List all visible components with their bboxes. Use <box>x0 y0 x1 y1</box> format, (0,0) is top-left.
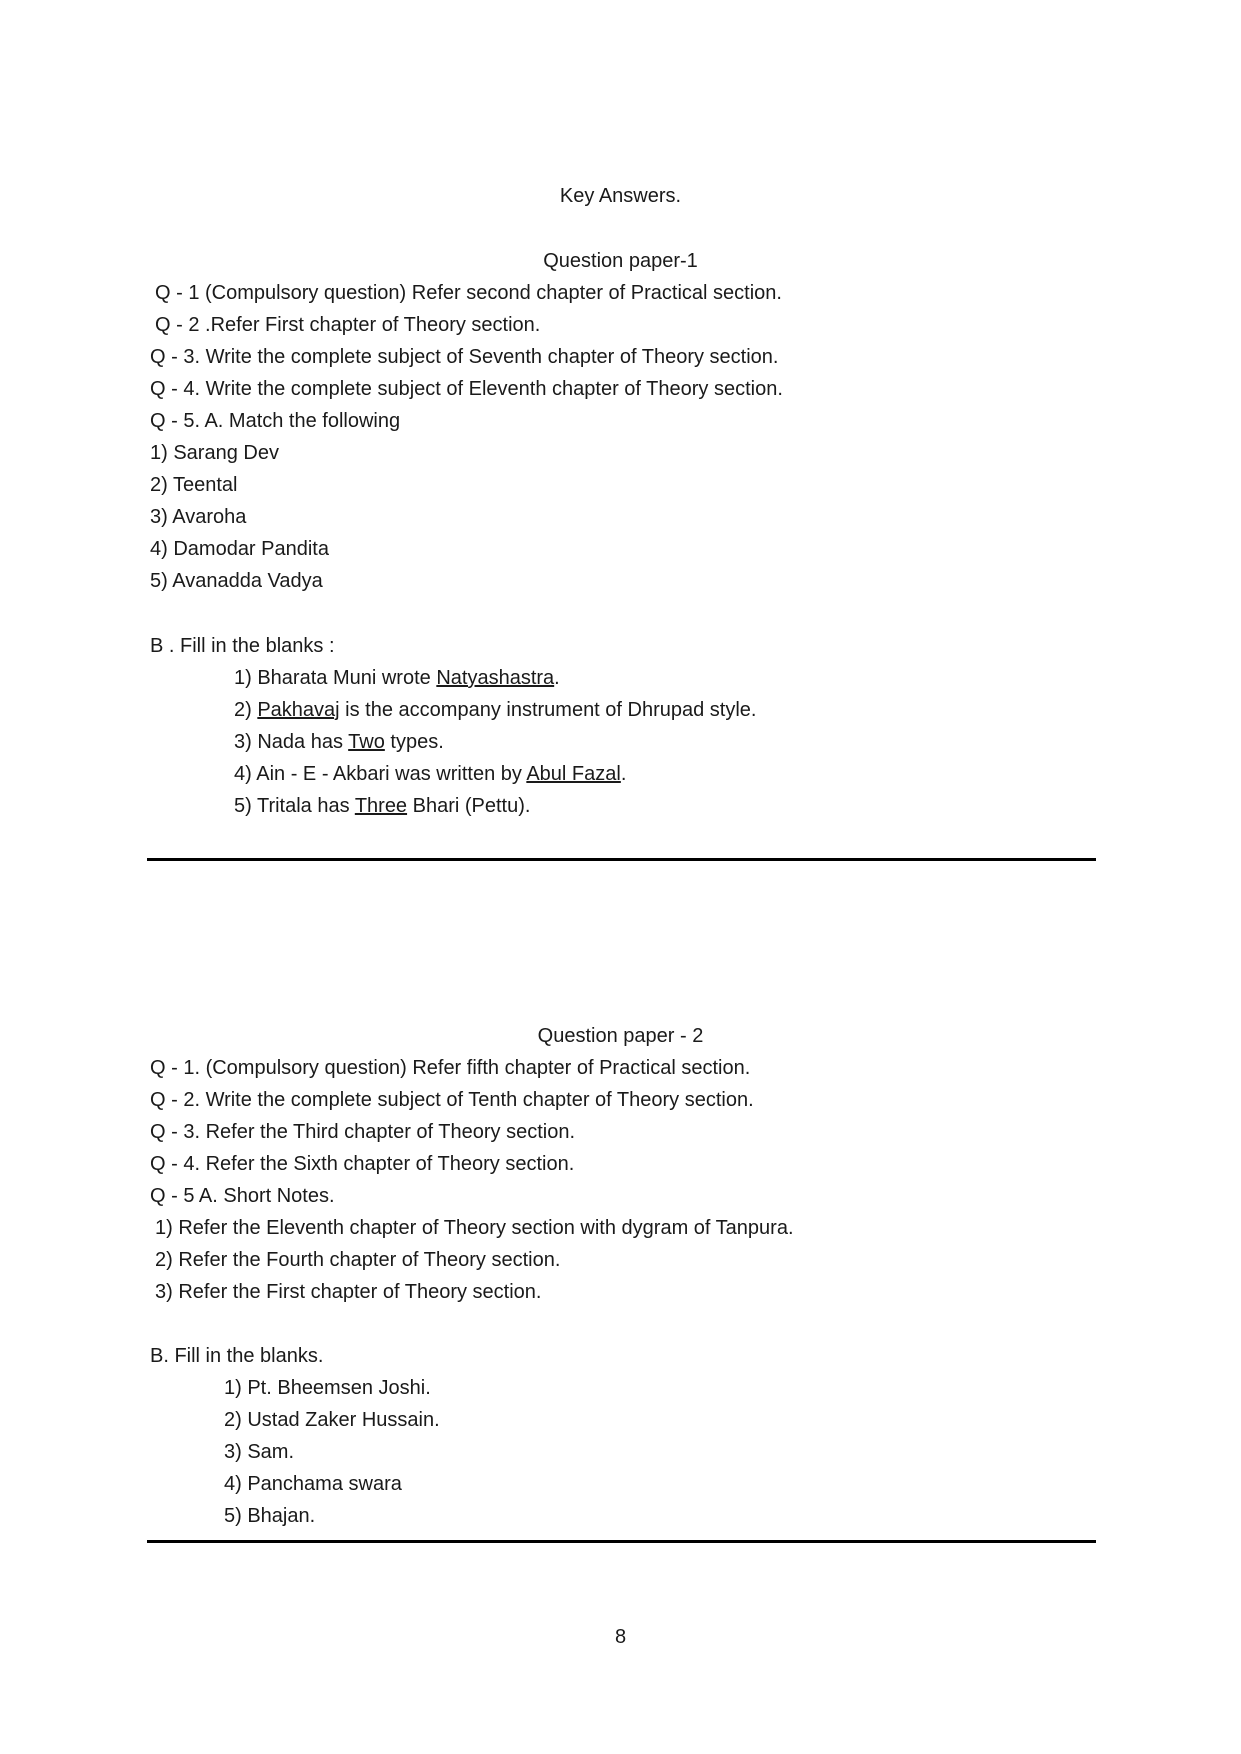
blank-answer: Abul Fazal <box>526 763 621 785</box>
blank-answer: Natyashastra <box>436 667 555 689</box>
paper1-fill-heading: B . Fill in the blanks : <box>150 635 335 657</box>
paper1-question-1: Q - 1 (Compulsory question) Refer second chapter of Practical section. <box>155 282 782 304</box>
paper2-question-5: Q - 5 A. Short Notes. <box>150 1185 335 1207</box>
paper2-fill-item-4: 4) Panchama swara <box>224 1473 402 1495</box>
paper1-question-2: Q - 2 .Refer First chapter of Theory section. <box>155 314 541 336</box>
paper2-heading: Question paper - 2 <box>537 1025 704 1047</box>
paper1-fill-item-1: 1) Bharata Muni wrote Natyashastra. <box>234 667 560 689</box>
paper1-fill-item-5: 5) Tritala has Three Bhari (Pettu). <box>234 795 531 817</box>
section-divider <box>147 1540 1096 1543</box>
paper2-fill-item-3: 3) Sam. <box>224 1441 295 1463</box>
blank-answer: Pakhavaj <box>257 699 340 721</box>
paper1-question-3: Q - 3. Write the complete subject of Seventh chapter of Theory section. <box>150 346 779 368</box>
match-item-1: 1) Sarang Dev <box>150 442 279 464</box>
paper1-question-4: Q - 4. Write the complete subject of Eleventh chapter of Theory section. <box>150 378 783 400</box>
paper2-question-2: Q - 2. Write the complete subject of Tenth chapter of Theory section. <box>150 1089 754 1111</box>
blank-answer: Two <box>348 731 385 753</box>
match-item-4: 4) Damodar Pandita <box>150 538 329 560</box>
paper2-fill-item-5: 5) Bhajan. <box>224 1505 316 1527</box>
paper1-fill-item-4: 4) Ain - E - Akbari was written by Abul Fazal. <box>234 763 627 785</box>
note-item-3: 3) Refer the First chapter of Theory section. <box>155 1281 542 1303</box>
paper1-heading: Question paper-1 <box>543 250 698 272</box>
note-item-1: 1) Refer the Eleventh chapter of Theory section with dygram of Tanpura. <box>155 1217 794 1239</box>
paper2-fill-item-1: 1) Pt. Bheemsen Joshi. <box>224 1377 431 1399</box>
note-item-2: 2) Refer the Fourth chapter of Theory section. <box>155 1249 561 1271</box>
blank-answer: Three <box>354 795 408 817</box>
paper1-question-5: Q - 5. A. Match the following <box>150 410 401 432</box>
match-item-5: 5) Avanadda Vadya <box>150 570 323 592</box>
page-title: Key Answers. <box>559 185 682 207</box>
match-item-2: 2) Teental <box>150 474 238 496</box>
paper1-fill-item-3: 3) Nada has Two types. <box>234 731 444 753</box>
paper2-fill-heading: B. Fill in the blanks. <box>150 1345 324 1367</box>
paper2-question-3: Q - 3. Refer the Third chapter of Theory section. <box>150 1121 576 1143</box>
paper1-fill-item-2: 2) Pakhavaj is the accompany instrument of Dhrupad style. <box>234 699 757 721</box>
match-item-3: 3) Avaroha <box>150 506 247 528</box>
page-number: 8 <box>614 1626 627 1648</box>
section-divider <box>147 858 1096 861</box>
paper2-question-4: Q - 4. Refer the Sixth chapter of Theory section. <box>150 1153 575 1175</box>
paper2-question-1: Q - 1. (Compulsory question) Refer fifth chapter of Practical section. <box>150 1057 751 1079</box>
paper2-fill-item-2: 2) Ustad Zaker Hussain. <box>224 1409 440 1431</box>
